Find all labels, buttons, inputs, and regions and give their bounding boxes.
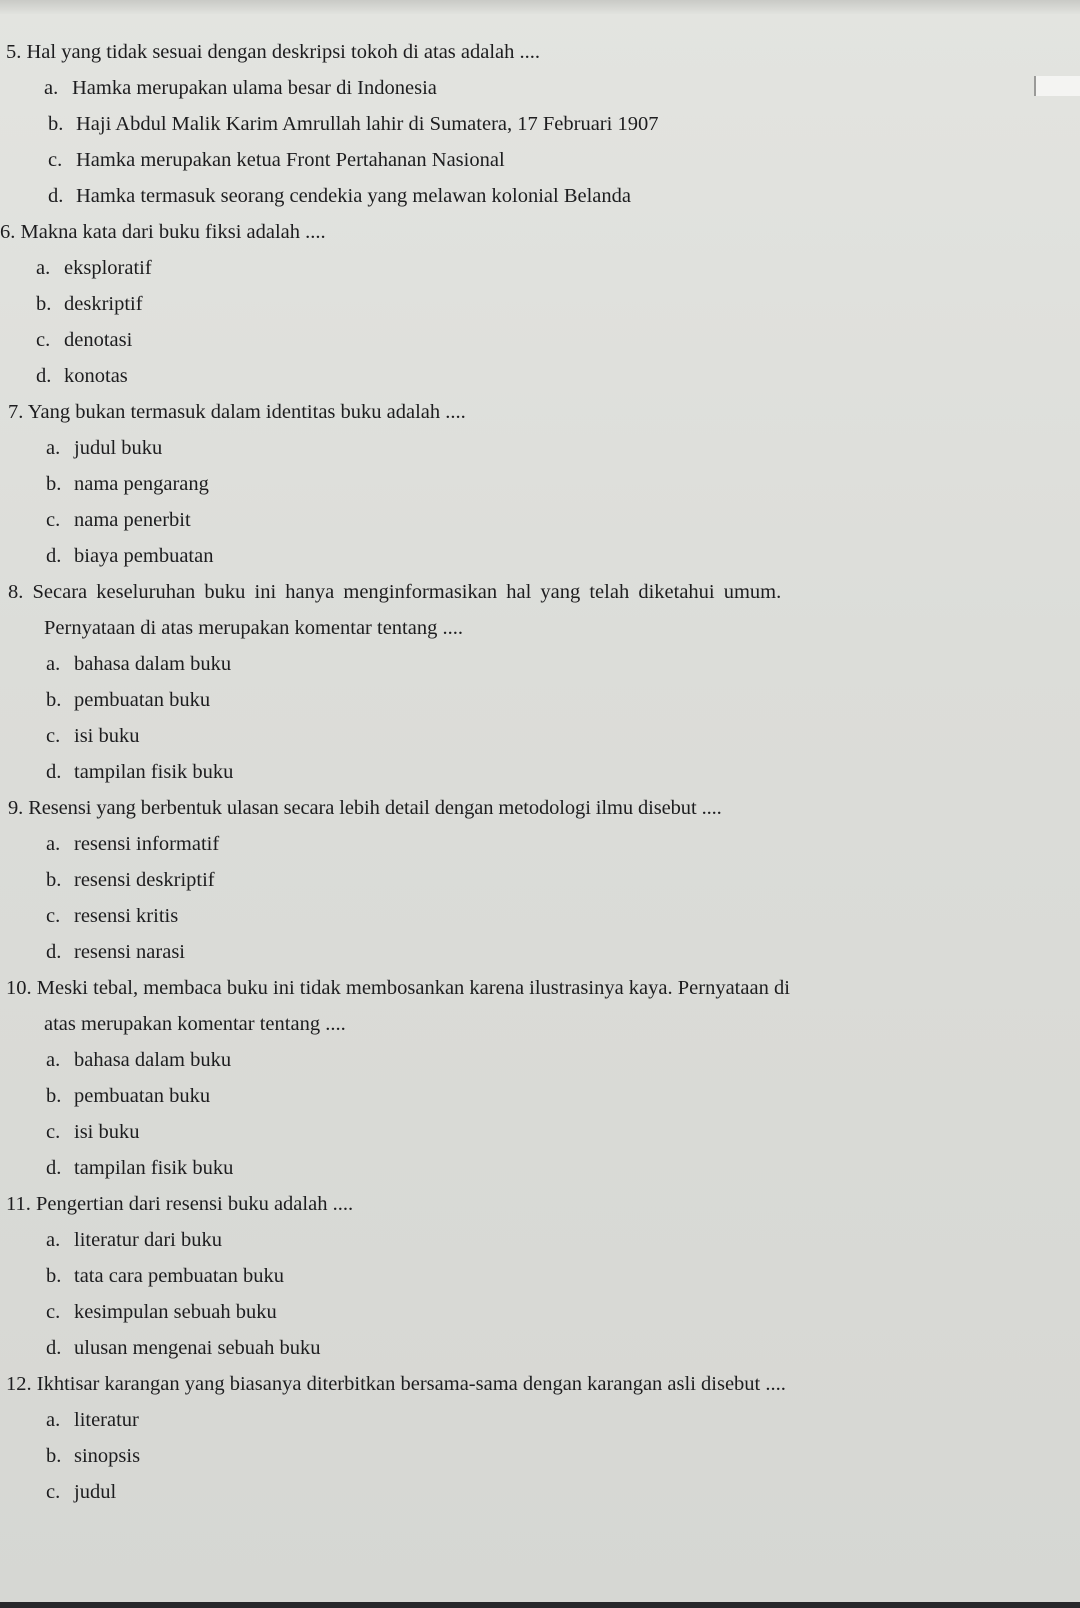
question-number: 8. [8, 581, 24, 603]
option-letter: c. [46, 905, 61, 927]
question-number: 5. [6, 41, 22, 63]
question-text: Pengertian dari resensi buku adalah .... [36, 1193, 354, 1215]
option-letter: b. [46, 1265, 62, 1287]
option-12b[interactable] [0, 1438, 1080, 1474]
option-letter: c. [46, 1301, 61, 1323]
option-letter: d. [48, 185, 64, 207]
option-text: isi buku [74, 725, 140, 747]
option-text: pembuatan buku [74, 1085, 211, 1107]
question-text: Hal yang tidak sesuai dengan deskripsi tokoh di atas adalah .... [26, 41, 541, 63]
option-text: sinopsis [74, 1445, 141, 1467]
option-10a[interactable] [0, 1042, 1080, 1078]
question-list [0, 34, 1080, 1510]
option-text: tampilan fisik buku [74, 1157, 234, 1179]
option-text: Hamka merupakan ketua Front Pertahanan Nasional [76, 149, 505, 171]
option-text: eksploratif [64, 257, 152, 279]
option-text: Hamka merupakan ulama besar di Indonesia [72, 77, 437, 99]
option-5c[interactable] [0, 142, 1080, 178]
option-text: resensi deskriptif [74, 869, 215, 891]
option-11d[interactable] [0, 1330, 1080, 1366]
option-letter: d. [46, 1337, 62, 1359]
question-10-continuation [0, 1006, 1080, 1042]
option-10d[interactable] [0, 1150, 1080, 1186]
option-text: deskriptif [64, 293, 143, 315]
option-letter: a. [46, 1409, 61, 1431]
option-6d[interactable] [0, 358, 1080, 394]
option-7a[interactable] [0, 430, 1080, 466]
option-8b[interactable] [0, 682, 1080, 718]
option-8d[interactable] [0, 754, 1080, 790]
option-text: bahasa dalam buku [74, 653, 232, 675]
option-5a[interactable] [0, 70, 1080, 106]
option-text: Haji Abdul Malik Karim Amrullah lahir di Sumatera, 17 Februari 1907 [76, 113, 659, 135]
option-letter: c. [46, 1481, 61, 1503]
question-number: 7. [8, 401, 24, 423]
option-letter: a. [46, 437, 61, 459]
option-letter: c. [48, 149, 63, 171]
option-text: tata cara pembuatan buku [74, 1265, 285, 1287]
option-10c[interactable] [0, 1114, 1080, 1150]
option-letter: a. [46, 653, 61, 675]
question-text: Makna kata dari buku fiksi adalah .... [20, 221, 326, 243]
question-11 [0, 1186, 1080, 1222]
option-letter: b. [48, 113, 64, 135]
option-text: nama penerbit [74, 509, 191, 531]
option-text: denotasi [64, 329, 133, 351]
option-letter: a. [46, 1229, 61, 1251]
question-text: Resensi yang berbentuk ulasan secara lebih detail dengan metodologi ilmu disebut .... [28, 797, 722, 819]
question-5 [0, 34, 1080, 70]
question-6 [0, 214, 1080, 250]
option-letter: c. [46, 509, 61, 531]
option-text: resensi narasi [74, 941, 185, 963]
question-text-line2: atas merupakan komentar tentang .... [44, 1013, 346, 1035]
question-text: Yang bukan termasuk dalam identitas buku adalah .... [27, 401, 466, 423]
question-text: Meski tebal, membaca buku ini tidak membosankan karena ilustrasinya kaya. Pernyataan di [36, 977, 790, 999]
question-text: Secara keseluruhan buku ini hanya menginformasikan hal yang telah diketahui umum. [32, 581, 782, 603]
question-8 [0, 574, 1080, 610]
option-letter: d. [46, 941, 62, 963]
option-10b[interactable] [0, 1078, 1080, 1114]
option-text: resensi informatif [74, 833, 220, 855]
option-12c[interactable] [0, 1474, 1080, 1510]
option-7c[interactable] [0, 502, 1080, 538]
option-text: kesimpulan sebuah buku [74, 1301, 277, 1323]
option-9b[interactable] [0, 862, 1080, 898]
option-11b[interactable] [0, 1258, 1080, 1294]
question-text-line2: Pernyataan di atas merupakan komentar tentang .... [44, 617, 463, 639]
option-text: biaya pembuatan [74, 545, 214, 567]
option-7d[interactable] [0, 538, 1080, 574]
option-9c[interactable] [0, 898, 1080, 934]
option-text: nama pengarang [74, 473, 209, 495]
option-letter: b. [36, 293, 52, 315]
option-letter: b. [46, 689, 62, 711]
option-letter: c. [46, 725, 61, 747]
question-number: 9. [8, 797, 24, 819]
option-letter: a. [44, 77, 59, 99]
option-text: resensi kritis [74, 905, 179, 927]
option-6c[interactable] [0, 322, 1080, 358]
question-10 [0, 970, 1080, 1006]
option-9a[interactable] [0, 826, 1080, 862]
option-letter: a. [46, 1049, 61, 1071]
option-12a[interactable] [0, 1402, 1080, 1438]
option-text: literatur [74, 1409, 139, 1431]
option-text: isi buku [74, 1121, 140, 1143]
option-letter: a. [46, 833, 61, 855]
question-9 [0, 790, 1080, 826]
option-letter: d. [46, 761, 62, 783]
option-text: pembuatan buku [74, 689, 211, 711]
option-letter: a. [36, 257, 51, 279]
option-letter: d. [46, 1157, 62, 1179]
question-number: 12. [6, 1373, 32, 1395]
option-text: Hamka termasuk seorang cendekia yang melawan kolonial Belanda [76, 185, 632, 207]
option-letter: d. [46, 545, 62, 567]
option-letter: d. [36, 365, 52, 387]
option-letter: c. [46, 1121, 61, 1143]
option-letter: c. [36, 329, 51, 351]
option-5b[interactable] [0, 106, 1080, 142]
option-11c[interactable] [0, 1294, 1080, 1330]
option-6b[interactable] [0, 286, 1080, 322]
question-text: Ikhtisar karangan yang biasanya diterbitkan bersama-sama dengan karangan asli disebut .... [36, 1373, 786, 1395]
option-letter: b. [46, 1445, 62, 1467]
page-bottom-edge [0, 1602, 1080, 1608]
option-8a[interactable] [0, 646, 1080, 682]
option-letter: b. [46, 869, 62, 891]
question-number: 6. [0, 221, 16, 243]
option-text: tampilan fisik buku [74, 761, 234, 783]
option-text: judul [74, 1481, 117, 1503]
option-8c[interactable] [0, 718, 1080, 754]
page-top-edge [0, 0, 1080, 14]
option-9d[interactable] [0, 934, 1080, 970]
option-text: literatur dari buku [74, 1229, 223, 1251]
option-letter: b. [46, 473, 62, 495]
option-5d[interactable] [0, 178, 1080, 214]
option-7b[interactable] [0, 466, 1080, 502]
option-text: bahasa dalam buku [74, 1049, 232, 1071]
option-text: ulusan mengenai sebuah buku [74, 1337, 321, 1359]
option-11a[interactable] [0, 1222, 1080, 1258]
option-text: konotas [64, 365, 128, 387]
question-number: 11. [6, 1193, 31, 1215]
option-text: judul buku [74, 437, 163, 459]
option-6a[interactable] [0, 250, 1080, 286]
question-number: 10. [6, 977, 32, 999]
option-letter: b. [46, 1085, 62, 1107]
question-7 [0, 394, 1080, 430]
question-8-continuation [0, 610, 1080, 646]
question-12 [0, 1366, 1080, 1402]
